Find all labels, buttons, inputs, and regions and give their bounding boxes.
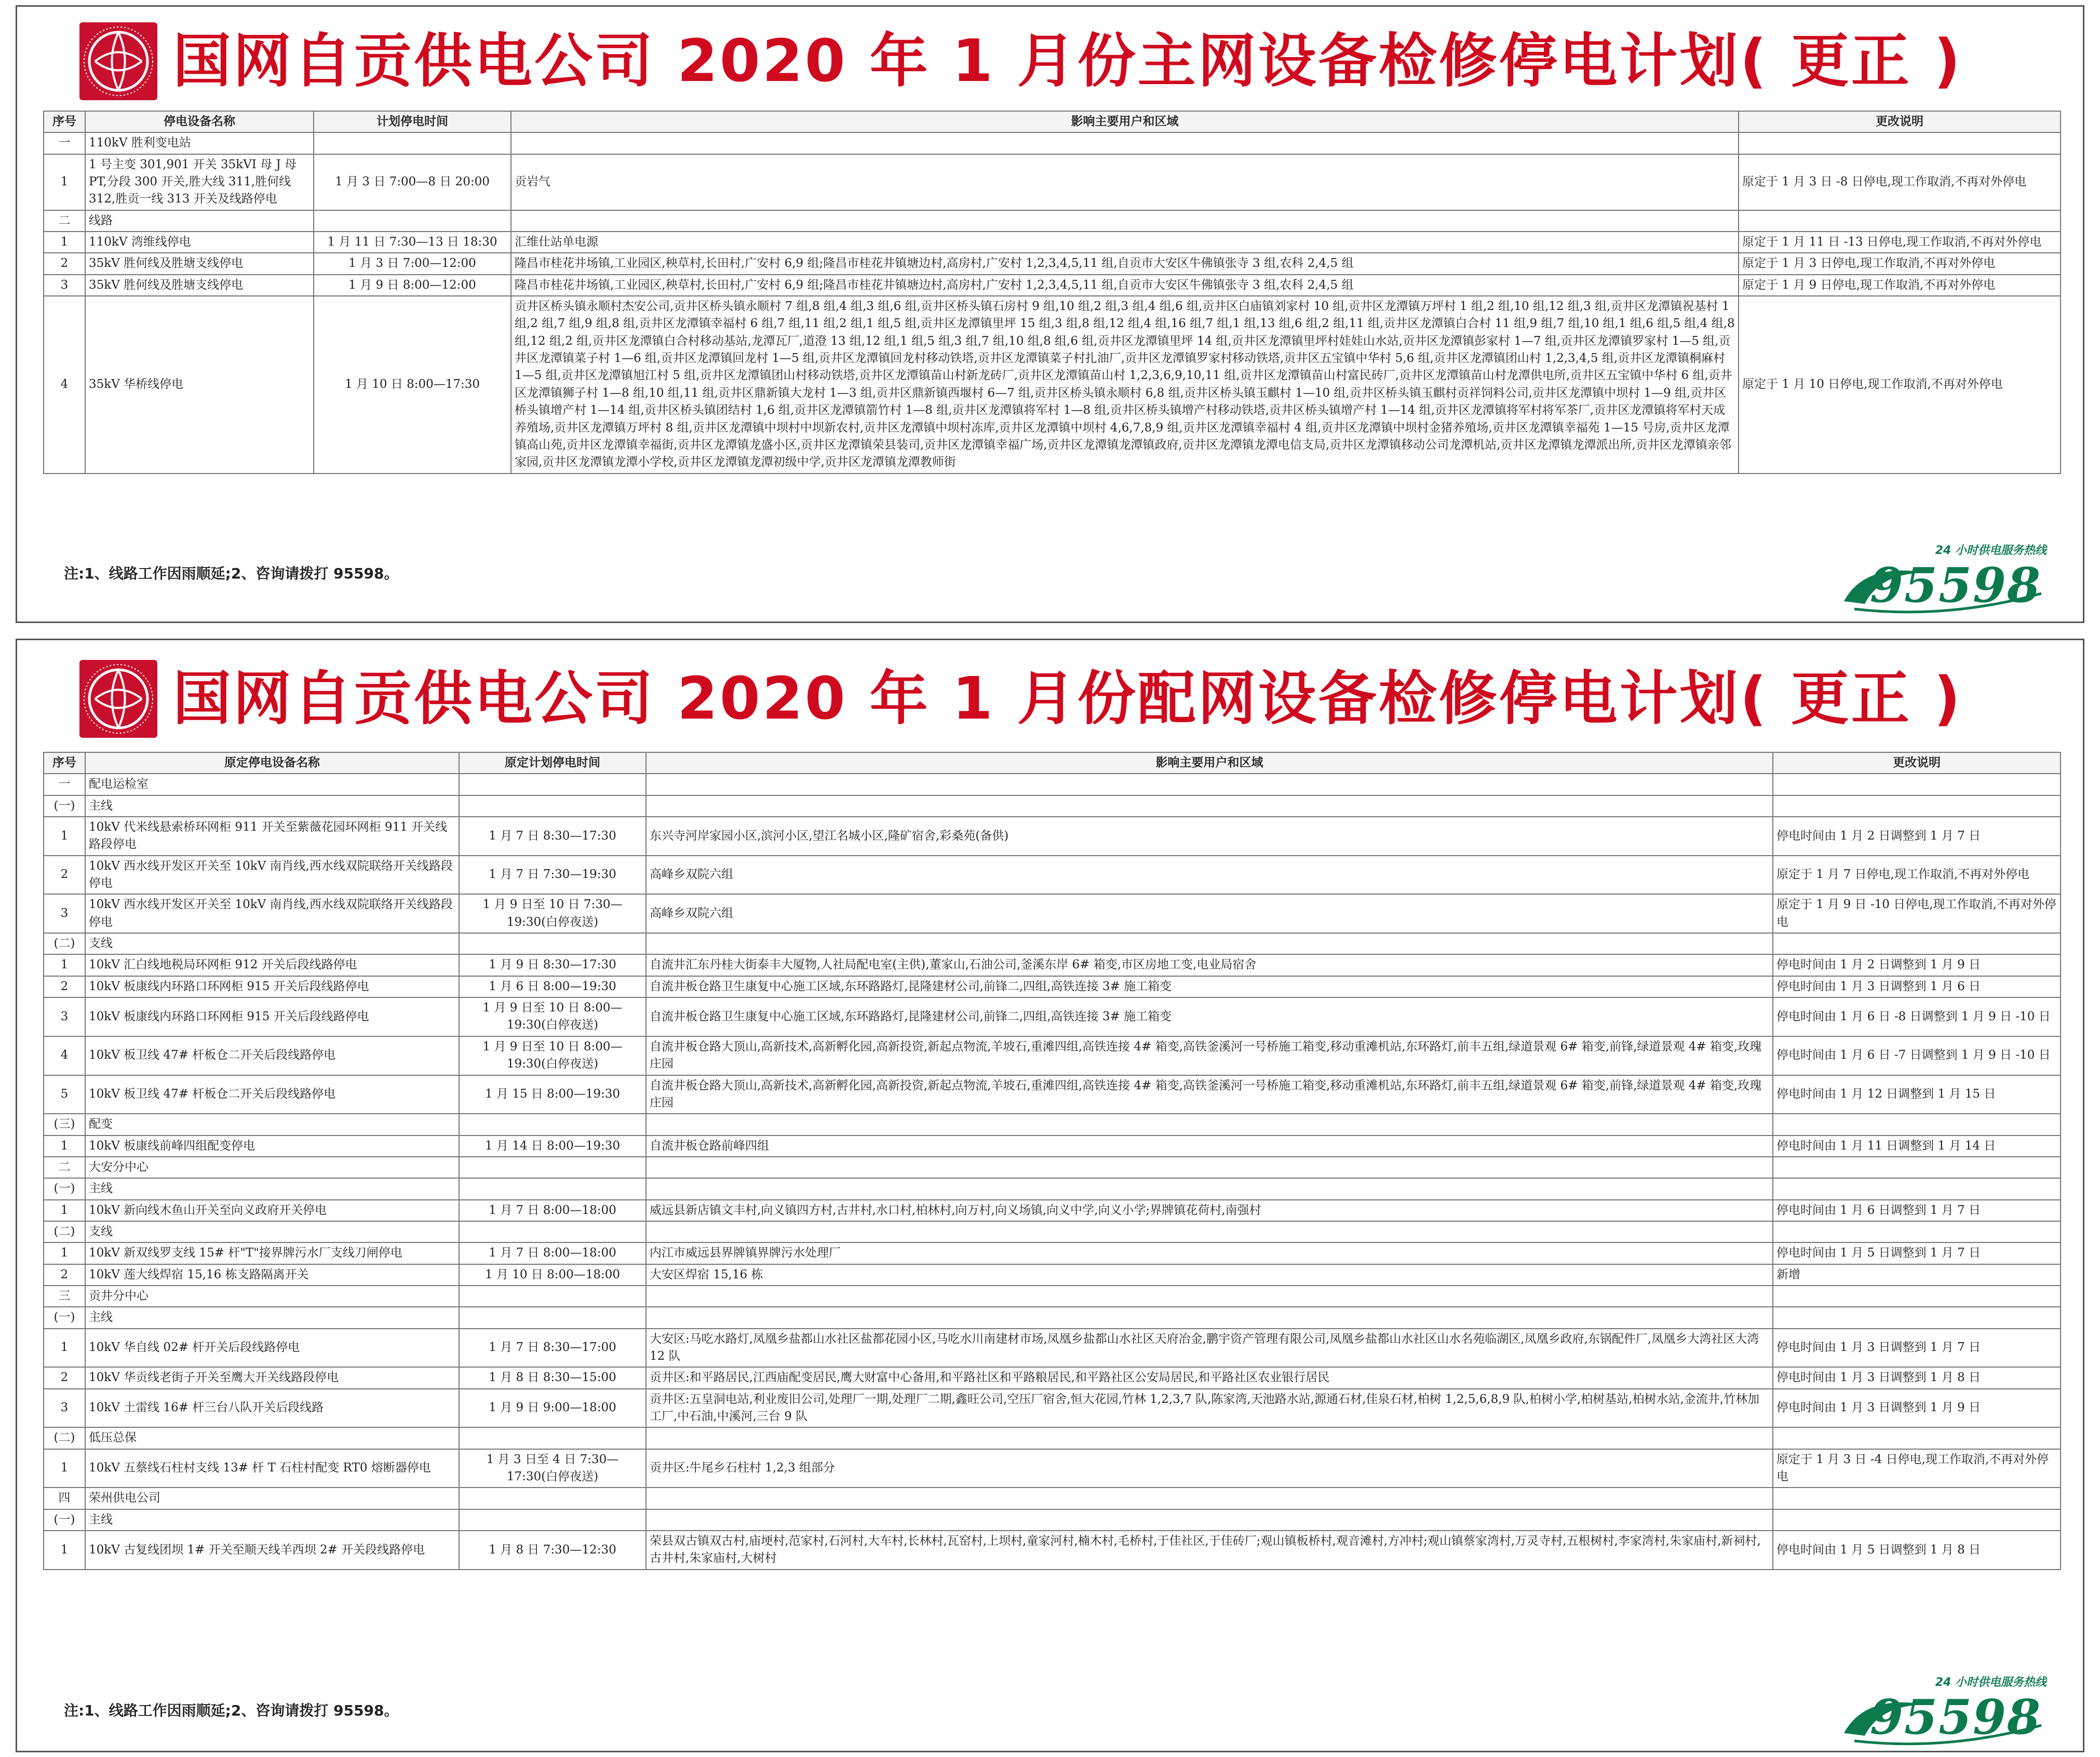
col-header: 序号 xyxy=(44,111,85,132)
equipment-name: 10kV 华自线 02# 杆开关后段线路停电 xyxy=(85,1329,459,1368)
outage-time: 1 月 9 日 8:30—17:30 xyxy=(459,954,646,976)
outage-time: 1 月 3 日至 4 日 7:30—17:30(白停夜送) xyxy=(459,1449,646,1488)
col-header: 停电设备名称 xyxy=(85,111,314,132)
row-number: 1 xyxy=(44,154,85,210)
equipment-name: 荣州供电公司 xyxy=(85,1488,459,1509)
hotline-label: 24 小时供电服务热线 xyxy=(1935,544,2047,557)
affected-area: 贡井区:牛尾乡石柱村 1,2,3 组部分 xyxy=(646,1449,1773,1488)
outage-time xyxy=(459,933,646,954)
outage-time: 1 月 3 日 7:00—12:00 xyxy=(314,253,511,274)
affected-area: 威远县新店镇文丰村,向义镇四方村,古井村,水口村,柏林村,向万村,向义场镇,向义中学,向义小学;界牌镇花荷村,南强村 xyxy=(646,1200,1773,1221)
row-number: 三 xyxy=(44,1286,85,1307)
change-note: 停电时间由 1 月 6 日 -8 日调整到 1 月 9 日 -10 日 xyxy=(1773,997,2061,1036)
equipment-name: 10kV 板康线前峰四组配变停电 xyxy=(85,1136,459,1157)
affected-area xyxy=(646,1488,1773,1509)
table-row xyxy=(44,1036,2061,1075)
table-row xyxy=(44,933,2061,954)
change-note: 原定于 1 月 3 日 -4 日停电,现工作取消,不再对外停电 xyxy=(1773,1449,2061,1488)
row-number: 1 xyxy=(44,954,85,976)
hotline-number: 95598 xyxy=(1869,557,2041,613)
table-row xyxy=(44,1329,2061,1368)
outage-time: 1 月 15 日 8:00—19:30 xyxy=(459,1075,646,1114)
outage-time xyxy=(459,1307,646,1328)
col-header: 更改说明 xyxy=(1739,111,2061,132)
change-note xyxy=(1773,1114,2061,1135)
outage-time xyxy=(314,210,511,232)
row-number: (二) xyxy=(44,1221,85,1242)
table-row xyxy=(44,1307,2061,1328)
col-header: 原定计划停电时间 xyxy=(459,752,646,774)
change-note: 停电时间由 1 月 11 日调整到 1 月 14 日 xyxy=(1773,1136,2061,1157)
affected-area xyxy=(646,1221,1773,1242)
affected-area: 自流井板仓路前峰四组 xyxy=(646,1136,1773,1157)
outage-time: 1 月 9 日 8:00—12:00 xyxy=(314,275,511,296)
affected-area: 荣县双古镇双古村,庙埂村,范家村,石河村,大车村,长林村,瓦窑村,上坝村,童家河村,楠木村,毛桥村,于佳社区,于佳砖厂;观山镇板桥村,观音滩村,方冲村;观山镇蔡家湾村,万灵寺村,五根树村,李家湾村,朱家庙村,新祠村,古井村,朱家庙村,大树村 xyxy=(646,1531,1773,1570)
table-row xyxy=(44,997,2061,1036)
page-title: 国网自贡供电公司 2020 年 1 月份主网设备检修停电计划( 更正 ) xyxy=(173,28,1962,95)
equipment-name: 10kV 板卫线 47# 杆板仓二开关后段线路停电 xyxy=(85,1036,459,1075)
affected-area: 贡井区桥头镇永顺村杰安公司,贡井区桥头镇永顺村 7 组,8 组,4 组,3 组,6 组,贡井区桥头镇石房村 9 组,10 组,2 组,3 组,4 组,6 组,贡井区白庙镇刘家村 10 组,贡井区龙潭镇万坪村 1 组,2 组,10 组,12 组,3 组,贡井区龙潭镇祝基村 1 组,2 组,7 组,9 组,8 组,贡井区龙潭镇幸福村 6 组,7 组,11 组,2 组,1 组,5 组,贡井区龙潭镇里坪 15 组,3 组,8 组,12 组,4 组,16 组,7 组,1 组,13 组,6 组,2 组,11 组,贡井区龙潭镇白合村 11 组,9 组,7 组,10 组,1 组,6 组,5 组,4 组,8 组,12 组,2 组,贡井区龙潭镇白合村移动基站,龙潭瓦厂,道澄 13 组,12 组,1 组,5 组,3 组,7 组,10 组,8 组,6 组,贡井区龙潭镇里坪 14 组,贡井区龙潭镇里坪村娃娃山水站,贡井区龙潭镇彭家村 1—7 组,贡井区龙潭镇罗家村 1—5 组,贡井区龙潭镇菜子村 1—6 组,贡井区龙潭镇回龙村 1—5 组,贡井区龙潭镇回龙村移动铁塔,贡井区龙潭镇菜子村扎油厂,贡井区龙潭镇罗家村移动铁塔,贡井区五宝镇中华村 5,6 组,贡井区龙潭镇团山村 1,2,3,4,5 组,贡井区龙潭镇桐麻村 1—5 组,贡井区龙潭镇旭江村 5 组,贡井区龙潭镇团山村移动铁塔,贡井区龙潭镇苗山村新龙砖厂,贡井区龙潭镇苗山村 1,2,3,6,9,10,11 组,贡井区龙潭镇苗山村富民砖厂,贡井区龙潭镇苗山村龙潭供电所,贡井区五宝镇中华村 6 组,贡井区龙潭镇狮子村 1—8 组,10 组,11 组,贡井区鼎新镇大龙村 1—3 组,贡井区鼎新镇西堰村 6—7 组,贡井区桥头镇永顺村 6,8 组,贡井区桥头镇玉麒村 1—10 组,贡井区桥头镇玉麒村贡祥饲料公司,贡井区龙潭镇中坝村 1—9 组,贡井区桥头镇增产村 1—14 组,贡井区桥头镇团结村 1,6 组,贡井区龙潭镇箭竹村 1—8 组,贡井区龙潭镇将军村 1—8 组,贡井区桥头镇增产村移动铁塔,贡井区桥头镇增产村 1—14 组,贡井区龙潭镇将军村将军茶厂,贡井区龙潭镇将军村天成养殖场,贡井区龙潭镇万坪村 8 组,贡井区龙潭镇中坝村中坝新农村,贡井区龙潭镇中坝村冻库,贡井区龙潭镇中坝村 4,6,7,8,9 组,贡井区龙潭镇幸福村 4 组,贡井区龙潭镇中坝村金猪养殖场,贡井区龙潭镇幸福苑 1—15 号房,贡井区龙潭镇高山苑,贡井区龙潭镇幸福街,贡井区龙潭镇龙盛小区,贡井区龙潭镇荣县装司,贡井区龙潭镇幸福广场,贡井区龙潭镇龙潭镇政府,贡井区龙潭镇龙潭电信支局,贡井区龙潭镇移动公司龙潭机站,贡井区龙潭镇龙潭派出所,贡井区龙潭镇亲邻家园,贡井区龙潭镇龙潭小学校,贡井区龙潭镇龙潭初级中学,贡井区龙潭镇龙潭教师街 xyxy=(511,296,1739,473)
change-note: 停电时间由 1 月 6 日 -7 日调整到 1 月 9 日 -10 日 xyxy=(1773,1036,2061,1075)
outage-time: 1 月 3 日 7:00—8 日 20:00 xyxy=(314,154,511,210)
equipment-name: 10kV 古复线团坝 1# 开关至顺天线羊西坝 2# 开关段线路停电 xyxy=(85,1531,459,1570)
affected-area xyxy=(646,1178,1773,1199)
table-row xyxy=(44,976,2061,997)
row-number: 1 xyxy=(44,817,85,856)
table-header-row xyxy=(44,111,2061,132)
table-row xyxy=(44,1509,2061,1531)
affected-area xyxy=(646,1307,1773,1328)
equipment-name: 10kV 土雷线 16# 杆三台八队开关后段线路 xyxy=(85,1389,459,1428)
table-row xyxy=(44,1286,2061,1307)
equipment-name: 10kV 新向线木鱼山开关至向义政府开关停电 xyxy=(85,1200,459,1221)
equipment-name: 35kV 华桥线停电 xyxy=(85,296,314,473)
table-row xyxy=(44,1221,2061,1242)
table-row xyxy=(44,253,2061,274)
affected-area xyxy=(646,1286,1773,1307)
outage-time: 1 月 10 日 8:00—17:30 xyxy=(314,296,511,473)
equipment-name: 110kV 湾维线停电 xyxy=(85,232,314,253)
row-number: 二 xyxy=(44,210,85,232)
change-note xyxy=(1773,774,2061,795)
table-row xyxy=(44,1488,2061,1509)
equipment-name: 10kV 华贡线老街子开关至鹰大开关线路段停电 xyxy=(85,1367,459,1388)
affected-area xyxy=(511,210,1739,232)
table-row xyxy=(44,894,2061,933)
affected-area xyxy=(646,1157,1773,1178)
affected-area: 自流井板仓路大顶山,高新技术,高新孵化园,高新投资,新起点物流,羊坡石,重滩四组,高铁连接 4# 箱变,高铁釜溪河一号桥施工箱变,移动重滩机站,东环路灯,前丰五组,绿道景观 6# 箱变,前锋,绿道景观 4# 箱变,玫瑰庄园 xyxy=(646,1036,1773,1075)
row-number: 4 xyxy=(44,1036,85,1075)
hotline-badge xyxy=(1834,542,2052,614)
row-number: 2 xyxy=(44,1367,85,1388)
change-note xyxy=(1773,1427,2061,1449)
equipment-name: 支线 xyxy=(85,933,459,954)
equipment-name: 10kV 代米线悬索桥环网柜 911 开关至紫薇花园环网柜 911 开关线路段停电 xyxy=(85,817,459,856)
affected-area: 隆昌市桂花井场镇,工业园区,秧草村,长田村,广安村 6,9 组;隆昌市桂花井镇塘边村,高房村,广安村 1,2,3,4,5,11 组,自贡市大安区牛佛镇张寺 3 组,农科 2,4,5 组 xyxy=(511,253,1739,274)
equipment-name: 10kV 板康线内环路口环网柜 915 开关后段线路停电 xyxy=(85,976,459,997)
outage-time: 1 月 9 日至 10 日 8:00—19:30(白停夜送) xyxy=(459,1036,646,1075)
outage-time: 1 月 7 日 8:30—17:30 xyxy=(459,817,646,856)
hotline-label: 24 小时供电服务热线 xyxy=(1935,1676,2047,1689)
outage-time: 1 月 11 日 7:30—13 日 18:30 xyxy=(314,232,511,253)
affected-area: 自流井汇东丹桂大街泰丰大厦物,人社局配电室(主供),董家山,石油公司,釜溪东岸 6# 箱变,市区房地工变,电业局宿舍 xyxy=(646,954,1773,976)
table-row xyxy=(44,154,2061,210)
row-number: 1 xyxy=(44,1329,85,1368)
affected-area: 汇维仕站单电源 xyxy=(511,232,1739,253)
affected-area xyxy=(511,132,1739,154)
table-row xyxy=(44,856,2061,895)
main-grid-plan-panel xyxy=(16,5,2084,623)
distribution-plan-table xyxy=(43,752,2061,1570)
change-note: 新增 xyxy=(1773,1264,2061,1286)
table-row xyxy=(44,1178,2061,1199)
row-number: (二) xyxy=(44,933,85,954)
equipment-name: 1 号主变 301,901 开关 35kVI 母 J 母 PT,分段 300 开关,胜大线 311,胜何线 312,胜贡一线 313 开关及线路停电 xyxy=(85,154,314,210)
change-note xyxy=(1739,132,2061,154)
row-number: (一) xyxy=(44,1178,85,1199)
change-note xyxy=(1773,1509,2061,1531)
table-row xyxy=(44,1427,2061,1449)
affected-area: 自流井板仓路卫生康复中心施工区域,东环路路灯,昆隆建材公司,前锋二,四组,高铁连接 3# 施工箱变 xyxy=(646,997,1773,1036)
table-row xyxy=(44,1449,2061,1488)
equipment-name: 支线 xyxy=(85,1221,459,1242)
outage-time: 1 月 7 日 7:30—19:30 xyxy=(459,856,646,895)
equipment-name: 大安分中心 xyxy=(85,1157,459,1178)
equipment-name: 10kV 新双线罗支线 15# 杆"T"接界牌污水厂支线刀闸停电 xyxy=(85,1242,459,1264)
outage-time: 1 月 6 日 8:00—19:30 xyxy=(459,976,646,997)
row-number: 4 xyxy=(44,296,85,473)
row-number: 3 xyxy=(44,275,85,296)
row-number: 1 xyxy=(44,1449,85,1488)
affected-area xyxy=(646,1114,1773,1135)
affected-area: 东兴寺河岸家园小区,滨河小区,望江名城小区,隆矿宿舍,彩桑苑(备供) xyxy=(646,817,1773,856)
change-note: 原定于 1 月 3 日停电,现工作取消,不再对外停电 xyxy=(1739,253,2061,274)
col-header: 序号 xyxy=(44,752,85,774)
table-row xyxy=(44,1200,2061,1221)
col-header: 影响主要用户和区域 xyxy=(511,111,1739,132)
change-note: 原定于 1 月 10 日停电,现工作取消,不再对外停电 xyxy=(1739,296,2061,473)
row-number: 1 xyxy=(44,232,85,253)
row-number: (二) xyxy=(44,1427,85,1449)
equipment-name: 10kV 板康线内环路口环网柜 915 开关后段线路停电 xyxy=(85,997,459,1036)
equipment-name: 35kV 胜何线及胜塘支线停电 xyxy=(85,275,314,296)
row-number: 5 xyxy=(44,1075,85,1114)
affected-area: 贡岩气 xyxy=(511,154,1739,210)
row-number: (三) xyxy=(44,1114,85,1135)
table-row xyxy=(44,232,2061,253)
row-number: 1 xyxy=(44,1242,85,1264)
outage-time: 1 月 10 日 8:00—18:00 xyxy=(459,1264,646,1286)
row-number: 1 xyxy=(44,1531,85,1570)
change-note: 原定于 1 月 9 日停电,现工作取消,不再对外停电 xyxy=(1739,275,2061,296)
change-note: 停电时间由 1 月 2 日调整到 1 月 9 日 xyxy=(1773,954,2061,976)
outage-time xyxy=(459,1488,646,1509)
affected-area xyxy=(646,774,1773,795)
col-header: 更改说明 xyxy=(1773,752,2061,774)
equipment-name: 贡井分中心 xyxy=(85,1286,459,1307)
equipment-name: 主线 xyxy=(85,1307,459,1328)
table-row xyxy=(44,1157,2061,1178)
row-number: 2 xyxy=(44,856,85,895)
change-note: 停电时间由 1 月 6 日调整到 1 月 7 日 xyxy=(1773,1200,2061,1221)
distribution-plan-panel xyxy=(16,639,2084,1752)
equipment-name: 10kV 莲大线焊宿 15,16 栋支路隔离开关 xyxy=(85,1264,459,1286)
equipment-name: 10kV 汇白线地税局环网柜 912 开关后段线路停电 xyxy=(85,954,459,976)
change-note xyxy=(1739,210,2061,232)
change-note: 原定于 1 月 11 日 -13 日停电,现工作取消,不再对外停电 xyxy=(1739,232,2061,253)
table-row xyxy=(44,1075,2061,1114)
outage-time: 1 月 7 日 8:00—18:00 xyxy=(459,1200,646,1221)
change-note: 停电时间由 1 月 2 日调整到 1 月 7 日 xyxy=(1773,817,2061,856)
affected-area: 大安区:马吃水路灯,凤凰乡盐都山水社区盐都花园小区,马吃水川南建材市场,凤凰乡盐都山水社区天府冶金,鹏宇资产管理有限公司,凤凰乡盐都山水社区山水名苑临湖区,凤凰乡政府,东锅配件厂,凤凰乡大湾社区大湾 12 队 xyxy=(646,1329,1773,1368)
row-number: 一 xyxy=(44,774,85,795)
footnote: 注:1、线路工作因雨顺延;2、咨询请拨打 95598。 xyxy=(64,1702,399,1719)
outage-time xyxy=(459,1157,646,1178)
affected-area: 自流井板仓路大顶山,高新技术,高新孵化园,高新投资,新起点物流,羊坡石,重滩四组,高铁连接 4# 箱变,高铁釜溪河一号桥施工箱变,移动重滩机站,东环路灯,前丰五组,绿道景观 6# 箱变,前锋,绿道景观 4# 箱变,玫瑰庄园 xyxy=(646,1075,1773,1114)
table-row xyxy=(44,1242,2061,1264)
change-note xyxy=(1773,1488,2061,1509)
change-note: 停电时间由 1 月 3 日调整到 1 月 6 日 xyxy=(1773,976,2061,997)
change-note xyxy=(1773,933,2061,954)
outage-time xyxy=(459,1286,646,1307)
equipment-name: 10kV 西水线开发区开关至 10kV 南肖线,西水线双院联络开关线路段停电 xyxy=(85,856,459,895)
main-plan-table xyxy=(43,111,2061,474)
equipment-name: 110kV 胜利变电站 xyxy=(85,132,314,154)
affected-area: 内江市威远县界牌镇界牌污水处理厂 xyxy=(646,1242,1773,1264)
row-number: 2 xyxy=(44,976,85,997)
row-number: 3 xyxy=(44,997,85,1036)
row-number: 3 xyxy=(44,1389,85,1428)
row-number: 1 xyxy=(44,1136,85,1157)
row-number: 四 xyxy=(44,1488,85,1509)
change-note xyxy=(1773,1286,2061,1307)
change-note: 停电时间由 1 月 12 日调整到 1 月 15 日 xyxy=(1773,1075,2061,1114)
affected-area: 高峰乡双院六组 xyxy=(646,894,1773,933)
table-row xyxy=(44,1531,2061,1570)
col-header: 计划停电时间 xyxy=(314,111,511,132)
affected-area xyxy=(646,1427,1773,1449)
outage-time: 1 月 7 日 8:30—17:00 xyxy=(459,1329,646,1368)
outage-time xyxy=(459,1178,646,1199)
outage-time xyxy=(459,1114,646,1135)
change-note: 停电时间由 1 月 5 日调整到 1 月 7 日 xyxy=(1773,1242,2061,1264)
table-row xyxy=(44,795,2061,817)
equipment-name: 主线 xyxy=(85,795,459,817)
outage-time: 1 月 9 日至 10 日 7:30—19:30(白停夜送) xyxy=(459,894,646,933)
equipment-name: 线路 xyxy=(85,210,314,232)
affected-area: 大安区焊宿 15,16 栋 xyxy=(646,1264,1773,1286)
outage-time xyxy=(459,1427,646,1449)
row-number: (一) xyxy=(44,795,85,817)
hotline-badge xyxy=(1834,1673,2052,1746)
table-row xyxy=(44,296,2061,473)
hotline-number: 95598 xyxy=(1869,1689,2041,1745)
row-number: 2 xyxy=(44,253,85,274)
outage-time: 1 月 14 日 8:00—19:30 xyxy=(459,1136,646,1157)
table-row xyxy=(44,275,2061,296)
outage-time: 1 月 9 日 9:00—18:00 xyxy=(459,1389,646,1428)
page-title: 国网自贡供电公司 2020 年 1 月份配网设备检修停电计划( 更正 ) xyxy=(173,665,1962,733)
change-note: 原定于 1 月 7 日停电,现工作取消,不再对外停电 xyxy=(1773,856,2061,895)
equipment-name: 主线 xyxy=(85,1178,459,1199)
affected-area: 隆昌市桂花井场镇,工业园区,秧草村,长田村,广安村 6,9 组;隆昌市桂花井镇塘边村,高房村,广安村 1,2,3,4,5,11 组,自贡市大安区牛佛镇张寺 3 组,农科 2,4,5 组 xyxy=(511,275,1739,296)
sgcc-logo-icon xyxy=(79,660,157,738)
affected-area xyxy=(646,795,1773,817)
affected-area: 贡井区:和平路居民,江西庙配变居民,鹰大财富中心备用,和平路社区和平路粮居民,和平路社区公安局居民,和平路社区农业银行居民 xyxy=(646,1367,1773,1388)
change-note: 停电时间由 1 月 3 日调整到 1 月 9 日 xyxy=(1773,1389,2061,1428)
change-note xyxy=(1773,1178,2061,1199)
row-number: 2 xyxy=(44,1264,85,1286)
row-number: (一) xyxy=(44,1509,85,1531)
outage-time xyxy=(459,1221,646,1242)
table-header-row xyxy=(44,752,2061,774)
table-row xyxy=(44,1136,2061,1157)
outage-time xyxy=(459,774,646,795)
change-note: 停电时间由 1 月 5 日调整到 1 月 8 日 xyxy=(1773,1531,2061,1570)
change-note: 原定于 1 月 9 日 -10 日停电,现工作取消,不再对外停电 xyxy=(1773,894,2061,933)
equipment-name: 主线 xyxy=(85,1509,459,1531)
change-note: 停电时间由 1 月 3 日调整到 1 月 8 日 xyxy=(1773,1367,2061,1388)
row-number: 二 xyxy=(44,1157,85,1178)
change-note: 原定于 1 月 3 日 -8 日停电,现工作取消,不再对外停电 xyxy=(1739,154,2061,210)
equipment-name: 配变 xyxy=(85,1114,459,1135)
equipment-name: 低压总保 xyxy=(85,1427,459,1449)
outage-time: 1 月 9 日至 10 日 8:00—19:30(白停夜送) xyxy=(459,997,646,1036)
sgcc-logo-icon xyxy=(79,22,157,100)
table-row xyxy=(44,1367,2061,1388)
row-number: 3 xyxy=(44,894,85,933)
affected-area: 自流井板仓路卫生康复中心施工区域,东环路路灯,昆隆建材公司,前锋二,四组,高铁连接 3# 施工箱变 xyxy=(646,976,1773,997)
change-note xyxy=(1773,795,2061,817)
equipment-name: 配电运检室 xyxy=(85,774,459,795)
change-note: 停电时间由 1 月 3 日调整到 1 月 7 日 xyxy=(1773,1329,2061,1368)
row-number: 一 xyxy=(44,132,85,154)
affected-area: 高峰乡双院六组 xyxy=(646,856,1773,895)
outage-time: 1 月 8 日 7:30—12:30 xyxy=(459,1531,646,1570)
equipment-name: 10kV 西水线开发区开关至 10kV 南肖线,西水线双院联络开关线路段停电 xyxy=(85,894,459,933)
row-number: (一) xyxy=(44,1307,85,1328)
table-row xyxy=(44,1389,2061,1428)
table-row xyxy=(44,210,2061,232)
affected-area: 贡井区:五皇洞电站,利业废旧公司,处理厂一期,处理厂二期,鑫旺公司,空压厂宿舍,恒大花园,竹林 1,2,3,7 队,陈家湾,天池路水站,源通石材,佳泉石材,柏树 1,2,5,6,8,9 队,柏树小学,柏树基站,柏树水站,金流井,竹林加工厂,中石油,中溪河,三台 9 队 xyxy=(646,1389,1773,1428)
outage-time xyxy=(459,1509,646,1531)
change-note xyxy=(1773,1157,2061,1178)
table-row xyxy=(44,132,2061,154)
affected-area xyxy=(646,1509,1773,1531)
equipment-name: 10kV 五蔡线石柱村支线 13# 杆 T 石柱村配变 RT0 熔断器停电 xyxy=(85,1449,459,1488)
outage-time xyxy=(314,132,511,154)
table-row xyxy=(44,774,2061,795)
change-note xyxy=(1773,1221,2061,1242)
row-number: 1 xyxy=(44,1200,85,1221)
footnote: 注:1、线路工作因雨顺延;2、咨询请拨打 95598。 xyxy=(64,565,399,582)
change-note xyxy=(1773,1307,2061,1328)
equipment-name: 10kV 板卫线 47# 杆板仓二开关后段线路停电 xyxy=(85,1075,459,1114)
table-row xyxy=(44,954,2061,976)
affected-area xyxy=(646,933,1773,954)
outage-time: 1 月 8 日 8:30—15:00 xyxy=(459,1367,646,1388)
outage-time xyxy=(459,795,646,817)
table-row xyxy=(44,817,2061,856)
col-header: 影响主要用户和区域 xyxy=(646,752,1773,774)
equipment-name: 35kV 胜何线及胜塘支线停电 xyxy=(85,253,314,274)
outage-time: 1 月 7 日 8:00—18:00 xyxy=(459,1242,646,1264)
table-row xyxy=(44,1114,2061,1135)
table-row xyxy=(44,1264,2061,1286)
col-header: 原定停电设备名称 xyxy=(85,752,459,774)
